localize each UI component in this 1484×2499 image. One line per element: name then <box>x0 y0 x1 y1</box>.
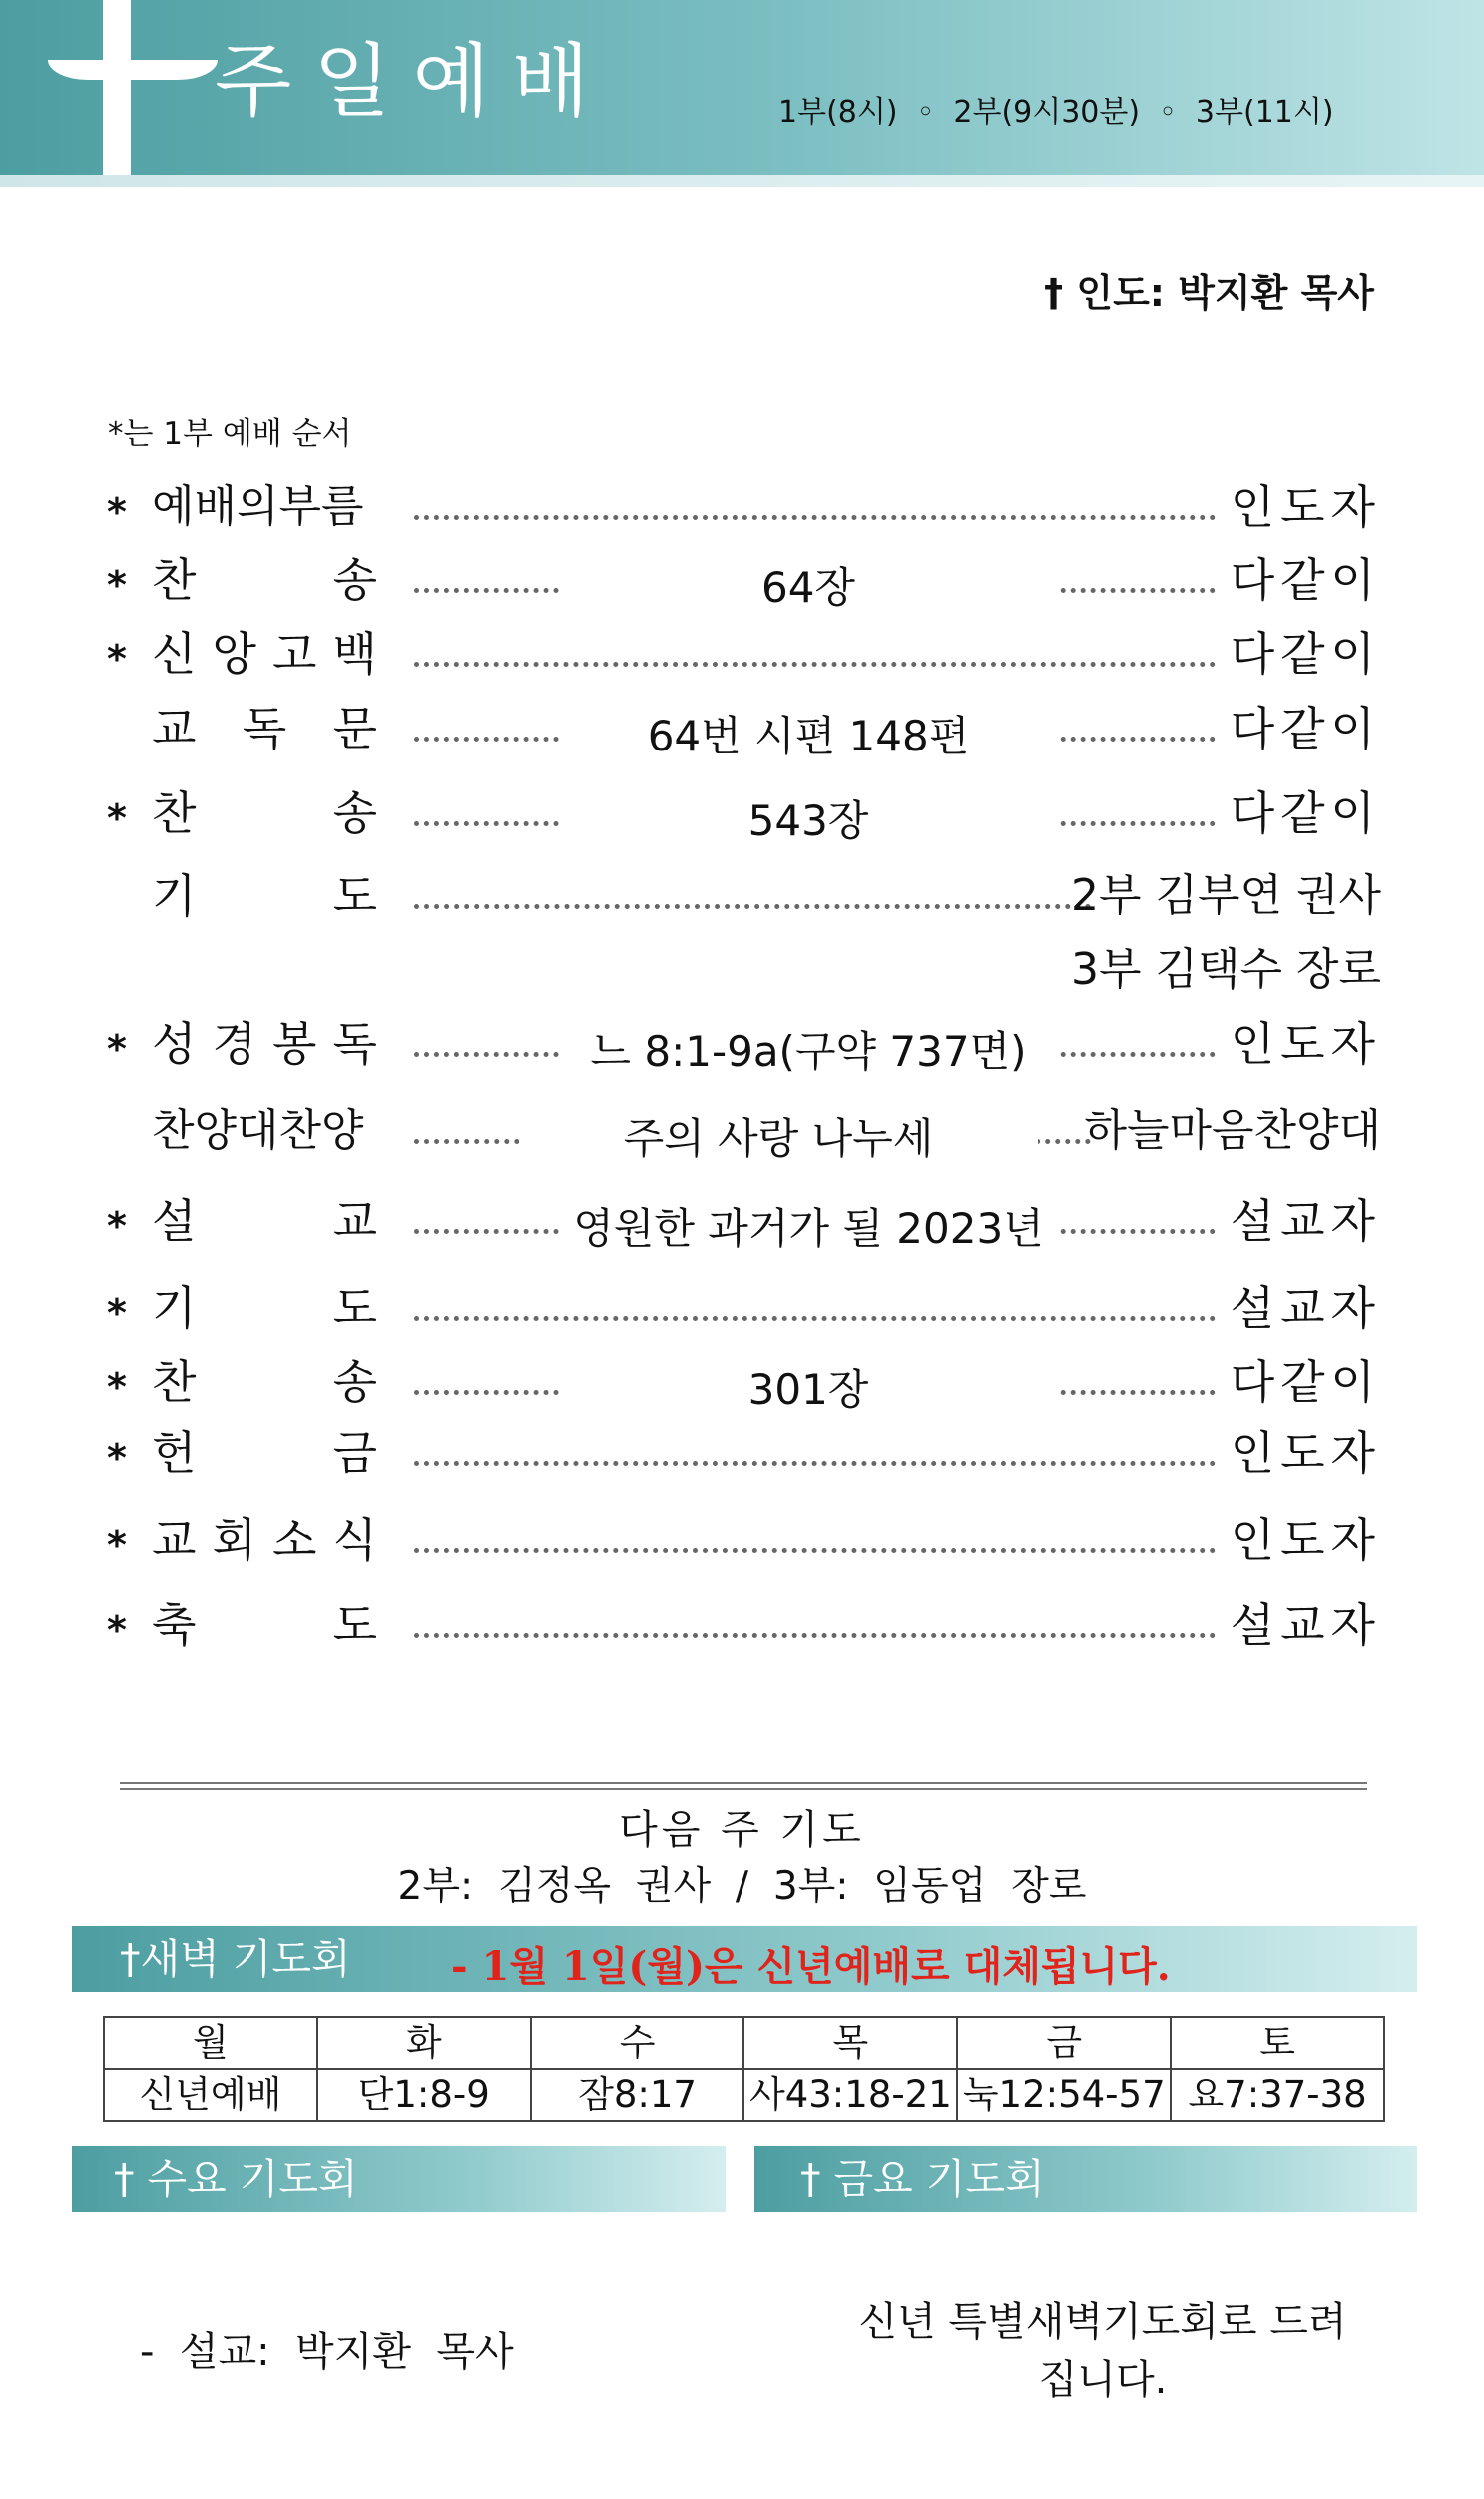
table-cell: 눅12:54-57 <box>957 2069 1171 2121</box>
table-cell: 금 <box>957 2017 1171 2069</box>
order-label: 교 독 문 <box>152 702 377 755</box>
order-star: * <box>107 1365 127 1409</box>
table-header-row <box>104 2017 1384 2069</box>
friday-prayer-label: † 금요 기도회 <box>800 2155 1045 2203</box>
dot-leader <box>414 1548 1216 1553</box>
order-responsible: 다같이 <box>1230 702 1381 755</box>
order-responsible: 다같이 <box>1230 786 1381 840</box>
wednesday-prayer-text: - 설교: 박지환 목사 <box>140 2329 514 2375</box>
order-row <box>0 1280 1484 1340</box>
dot-leader <box>414 904 1091 909</box>
order-detail-text: 느 8:1-9a(구약 737면) <box>586 1027 1030 1076</box>
order-row <box>0 701 1484 760</box>
table-row <box>104 2069 1384 2121</box>
order-detail <box>559 793 1058 849</box>
table-cell: 토 <box>1171 2017 1384 2069</box>
order-row <box>0 868 1484 995</box>
order-responsible: 인도자 <box>1230 480 1381 534</box>
order-detail <box>559 1024 1058 1080</box>
order-responsible: 설교자 <box>1230 1194 1381 1248</box>
header-banner <box>0 0 1484 175</box>
dawn-prayer-notice: - 1월 1일(월)은 신년예배로 대체됩니다. <box>451 1943 1171 1990</box>
table-cell: 월 <box>104 2017 317 2069</box>
next-prayer-names: 2부: 김정옥 권사 / 3부: 임동업 장로 <box>397 1864 1087 1909</box>
order-label: 신 앙 고 백 <box>152 627 377 681</box>
order-detail <box>559 1201 1058 1256</box>
order-note: *는 1부 예배 순서 <box>108 416 352 452</box>
order-detail <box>559 560 1058 616</box>
order-star: * <box>107 1204 127 1248</box>
service-times: 1부(8시) ◦ 2부(9시30분) ◦ 3부(11시) <box>778 95 1334 130</box>
order-row <box>0 479 1484 539</box>
order-row <box>0 1425 1484 1485</box>
divider <box>120 1782 1367 1784</box>
order-label: 찬양대찬양 <box>152 1105 364 1156</box>
order-detail-text: 64장 <box>757 563 859 612</box>
cross-icon-arm <box>48 60 218 80</box>
order-responsible: 인도자 <box>1230 1017 1381 1071</box>
order-label: 기 도 <box>152 869 377 923</box>
wednesday-prayer-banner <box>72 2146 726 2212</box>
order-label: 찬 송 <box>152 1355 377 1409</box>
order-row <box>0 1354 1484 1414</box>
dot-leader <box>414 1316 1216 1321</box>
order-row <box>0 1103 1484 1163</box>
order-label: 성 경 봉 독 <box>152 1017 377 1071</box>
order-detail-text: 543장 <box>744 796 873 845</box>
order-star: * <box>107 563 127 607</box>
order-star: * <box>107 1608 127 1652</box>
order-responsible: 하늘마음찬양대 <box>1084 1105 1381 1156</box>
dot-leader <box>414 515 1216 520</box>
order-responsible: 인도자 <box>1230 1513 1381 1567</box>
order-responsible: 설교자 <box>1230 1281 1381 1335</box>
order-detail <box>559 709 1058 764</box>
table-cell: 잠8:17 <box>531 2069 744 2121</box>
order-label: 기 도 <box>152 1281 377 1335</box>
table-cell: 단1:8-9 <box>317 2069 531 2121</box>
order-detail-text: 영원한 과거가 될 2023년 <box>569 1204 1048 1252</box>
table-cell: 사43:18-21 <box>743 2069 957 2121</box>
order-detail <box>559 1362 1058 1418</box>
order-label: 찬 송 <box>152 553 377 607</box>
order-row <box>0 1597 1484 1657</box>
order-row <box>0 552 1484 612</box>
table-cell: 목 <box>743 2017 957 2069</box>
order-label: 설 교 <box>152 1194 377 1248</box>
order-row <box>0 1016 1484 1076</box>
divider <box>120 1788 1367 1790</box>
order-label: 교 회 소 식 <box>152 1513 377 1567</box>
dot-leader <box>414 1633 1216 1638</box>
order-detail <box>519 1111 1038 1167</box>
order-star: * <box>107 490 127 534</box>
page-title: 주일예배 <box>215 35 612 128</box>
order-star: * <box>107 1523 127 1567</box>
order-detail-text: 64번 시편 148편 <box>644 712 974 760</box>
order-label: 예배의부름 <box>152 481 364 532</box>
table-cell: 요7:37-38 <box>1171 2069 1384 2121</box>
dot-leader <box>414 1461 1216 1466</box>
table-cell: 수 <box>531 2017 744 2069</box>
dawn-prayer-label: †새벽 기도회 <box>120 1935 351 1983</box>
wednesday-prayer-label: † 수요 기도회 <box>114 2155 358 2203</box>
order-responsible: 인도자 <box>1230 1426 1381 1480</box>
order-label: 찬 송 <box>152 786 377 840</box>
order-responsible: 2부 김부연 권사 <box>1071 870 1381 921</box>
order-responsible: 다같이 <box>1230 1355 1381 1409</box>
dawn-prayer-table <box>103 2016 1385 2122</box>
cross-icon <box>103 0 131 187</box>
order-row <box>0 1193 1484 1252</box>
order-star: * <box>107 1436 127 1480</box>
order-responsible: 다같이 <box>1230 553 1381 607</box>
order-row <box>0 785 1484 845</box>
order-responsible-secondary: 3부 김택수 장로 <box>1071 944 1381 995</box>
order-label: 축 도 <box>152 1598 377 1652</box>
table-cell: 신년예배 <box>104 2069 317 2121</box>
service-leader: † 인도: 박지환 목사 <box>1044 271 1374 315</box>
dawn-prayer-banner <box>72 1926 1417 1992</box>
order-detail-text: 301장 <box>744 1365 873 1414</box>
order-responsible: 설교자 <box>1230 1598 1381 1652</box>
next-prayer-title: 다음 주 기도 <box>619 1807 865 1853</box>
friday-prayer-text: 신년 특별새벽기도회로 드려집니다. <box>858 2299 1347 2403</box>
table-cell: 화 <box>317 2017 531 2069</box>
order-star: * <box>107 1027 127 1071</box>
order-row <box>0 626 1484 686</box>
order-star: * <box>107 796 127 840</box>
order-star: * <box>107 637 127 681</box>
order-star: * <box>107 1291 127 1335</box>
dot-leader <box>414 662 1216 667</box>
order-responsible: 다같이 <box>1230 627 1381 681</box>
order-detail-text: 주의 사랑 나누세 <box>620 1114 938 1163</box>
friday-prayer-banner <box>754 2146 1417 2212</box>
order-label: 헌 금 <box>152 1426 377 1480</box>
order-row <box>0 1512 1484 1572</box>
header-strip <box>0 175 1484 187</box>
